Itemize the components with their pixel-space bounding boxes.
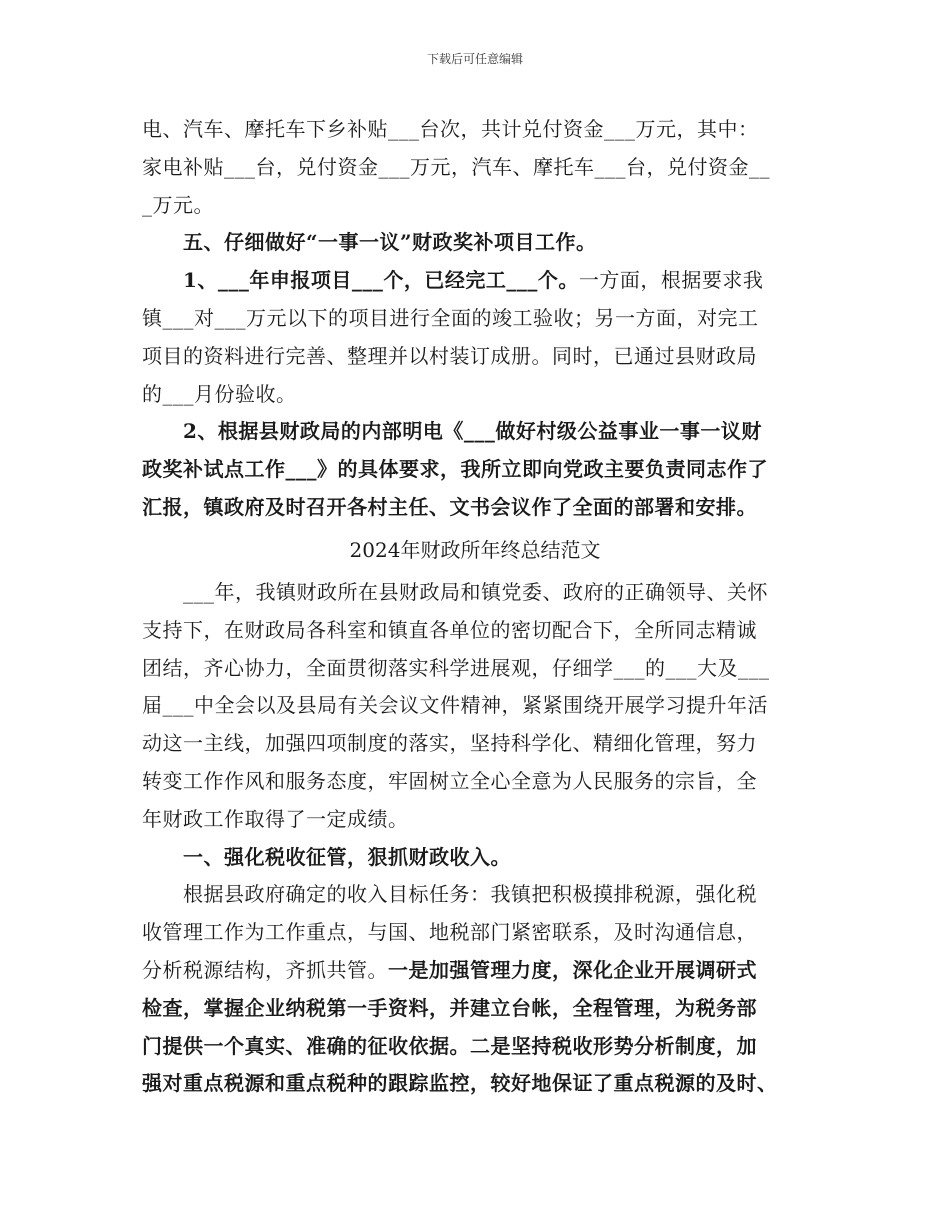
text-line-content: 一、强化税收征管，狠抓财政收入。 (142, 844, 511, 869)
text-line (142, 918, 757, 946)
text-line (142, 266, 763, 294)
text-line-content: 家电补贴___台，兑付资金___万元，汽车、摩托车___台，兑付资金__ (142, 154, 770, 179)
text-line (142, 994, 757, 1022)
text-line-content: 分析税源结构，齐抓共管。 (142, 958, 388, 982)
text-line-content: 检查，掌握企业纳税第一手资料，并建立台帐，全程管理，为税务部 (142, 995, 757, 1020)
text-line (142, 843, 511, 871)
text-line (142, 1032, 757, 1060)
text-line-content: 强对重点税源和重点税种的跟踪监控，较好地保证了重点税源的及时、 (142, 1071, 778, 1096)
text-line (142, 956, 757, 984)
text-line-content: 动这一主线，加强四项制度的落实，坚持科学化、精细化管理，努力 (142, 731, 757, 756)
text-line-content: 届___中全会以及县局有关会议文件精神，紧紧围绕开展学习提升年活 (142, 693, 768, 718)
text-line (142, 1069, 778, 1097)
text-line (142, 455, 768, 483)
text-line (142, 342, 757, 370)
text-line-content: _万元。 (142, 192, 214, 217)
text-line-tail: 一是加强管理力度，深化企业开展调研式 (388, 958, 757, 982)
text-line (142, 654, 770, 682)
text-line (142, 417, 762, 445)
page-header: 下载后可任意编辑 (426, 52, 523, 66)
text-line-content: 镇___对___万元以下的项目进行全面的竣工验收；另一方面，对完工 (142, 306, 759, 330)
text-line (142, 691, 768, 719)
text-line (142, 380, 297, 408)
text-line-content: 电、汽车、摩托车下乡补贴___台次，共计兑付资金___万元，其中： (142, 117, 759, 141)
text-line-content: 项目的资料进行完善、整理并以村装订成册。同时，已通过县财政局 (142, 343, 757, 368)
text-line (142, 228, 597, 256)
text-line-content: 1、___年申报项目___个，已经完工___个。 (142, 268, 579, 293)
text-line (142, 115, 759, 143)
text-line-content: 的___月份验收。 (142, 381, 297, 406)
text-line (142, 493, 757, 521)
text-line-content: 汇报，镇政府及时召开各村主任、文书会议作了全面的部署和安排。 (142, 495, 757, 519)
text-line-content: 2、根据县财政局的内部明电《___做好村级公益事业一事一议财 (142, 419, 762, 444)
text-line (142, 191, 214, 219)
text-line (142, 880, 757, 908)
text-line-content: 团结，齐心协力，全面贯彻落实科学进展观，仔细学___的___大及___ (142, 655, 770, 680)
text-line-content: 根据县政府确定的收入目标任务：我镇把积极摸排税源，强化税 (142, 882, 757, 907)
text-line-content: 年财政工作取得了一定成绩。 (142, 806, 409, 831)
text-line-content: 五、仔细做好“一事一议”财政奖补项目工作。 (142, 230, 597, 255)
text-line (142, 153, 770, 181)
text-line-tail: 一方面，根据要求我 (578, 268, 764, 293)
text-line (142, 805, 409, 833)
text-line (142, 304, 759, 332)
document-title: 2024年财政所年终总结范文 (349, 538, 601, 562)
text-line (142, 767, 757, 795)
text-line (142, 578, 768, 606)
text-line-content: 支持下，在财政局各科室和镇直各单位的密切配合下，全所同志精诚 (142, 617, 757, 642)
text-line-content: 政奖补试点工作___》的具体要求，我所立即向党政主要负责同志作了 (142, 457, 768, 482)
text-line-content: ___年，我镇财政所在县财政局和镇党委、政府的正确领导、关怀 (142, 580, 768, 604)
text-line (142, 729, 757, 757)
text-line-content: 门提供一个真实、准确的征收依据。二是坚持税收形势分析制度，加 (142, 1033, 757, 1058)
text-line (142, 616, 757, 644)
text-line-content: 收管理工作为工作重点，与国、地税部门紧密联系，及时沟通信息， (142, 920, 757, 945)
text-line-content: 转变工作作风和服务态度，牢固树立全心全意为人民服务的宗旨，全 (142, 769, 757, 793)
